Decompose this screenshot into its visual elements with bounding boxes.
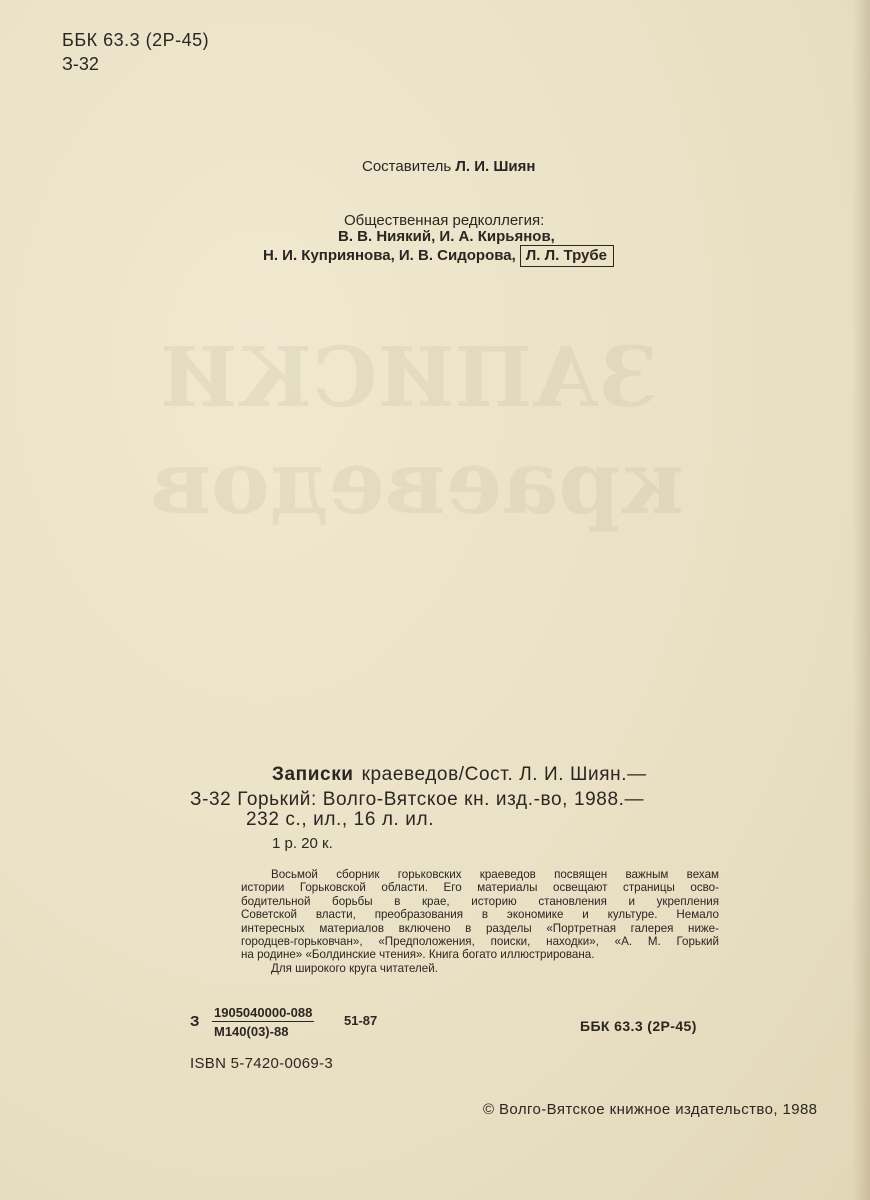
annotation-line: интересных материалов включено в разделы «Портретная галерея ниже- bbox=[241, 921, 719, 935]
annotation-line: Восьмой сборник горьковских краеведов посвящен важным вехам bbox=[271, 868, 719, 881]
compiler-credit bbox=[362, 158, 535, 175]
catalog-author-mark: З-32 bbox=[190, 789, 232, 810]
catalog-pages: 232 с., ил., 16 л. ил. bbox=[246, 809, 435, 830]
show-through-ghost: ЗАПИСКИ bbox=[160, 330, 659, 426]
isbn: ISBN 5-7420-0069-3 bbox=[190, 1055, 333, 1072]
editorial-board-line-2 bbox=[263, 247, 614, 264]
compiler-label: Составитель bbox=[362, 158, 452, 175]
framed-name: Л. Л. Трубе bbox=[520, 245, 614, 267]
annotation-line: Советской власти, преобразования в экономике и культуре. Немало bbox=[241, 908, 719, 922]
page-spine-shadow bbox=[852, 0, 870, 1200]
index-numerator: 1905040000-088 bbox=[214, 1005, 313, 1020]
editorial-board-names: Н. И. Куприянова, И. В. Сидорова, bbox=[263, 247, 516, 264]
annotation-audience: Для широкого круга читателей. bbox=[271, 961, 438, 975]
annotation bbox=[241, 868, 719, 975]
annotation-line: истории Горьковской области. Его материалы освещают страницы осво- bbox=[241, 881, 719, 895]
publishing-index-letter: З bbox=[190, 1013, 200, 1030]
catalog-line-1-rest: краеведов/Сост. Л. И. Шиян.— bbox=[361, 764, 647, 785]
catalog-line-3 bbox=[190, 808, 730, 832]
order-number: 51-87 bbox=[344, 1013, 378, 1028]
index-denominator: М140(03)-88 bbox=[214, 1024, 289, 1039]
publishing-index-fraction bbox=[212, 1004, 314, 1040]
editorial-board-line-1: В. В. Ниякий, И. А. Кирьянов, bbox=[338, 228, 555, 245]
annotation-line: городцев-горьковчан», «Предположения, поиски, находки», «А. М. Горький bbox=[241, 935, 719, 949]
editorial-board-label: Общественная редколлегия: bbox=[344, 212, 545, 229]
copyright-notice: © Волго-Вятское книжное издательство, 1988 bbox=[483, 1101, 818, 1118]
catalog-title: Записки bbox=[272, 764, 354, 785]
bbk-classification: ББК 63.3 (2Р-45) bbox=[62, 30, 210, 50]
bbk-bottom: ББК 63.3 (2Р-45) bbox=[580, 1018, 697, 1034]
show-through-ghost: краеведов bbox=[150, 430, 684, 534]
author-mark: З-32 bbox=[62, 54, 99, 74]
annotation-line: бодительной борьбы в крае, историю становления и укрепления bbox=[241, 894, 719, 908]
catalog-line-1 bbox=[190, 763, 730, 787]
compiler-name: Л. И. Шиян bbox=[455, 158, 536, 175]
price: 1 р. 20 к. bbox=[272, 835, 333, 852]
catalog-line-2-rest: Горький: Волго-Вятское кн. изд.-во, 1988.— bbox=[237, 789, 645, 810]
annotation-line: на родине» «Болдинские чтения». Книга богато иллюстрирована. bbox=[241, 948, 595, 962]
